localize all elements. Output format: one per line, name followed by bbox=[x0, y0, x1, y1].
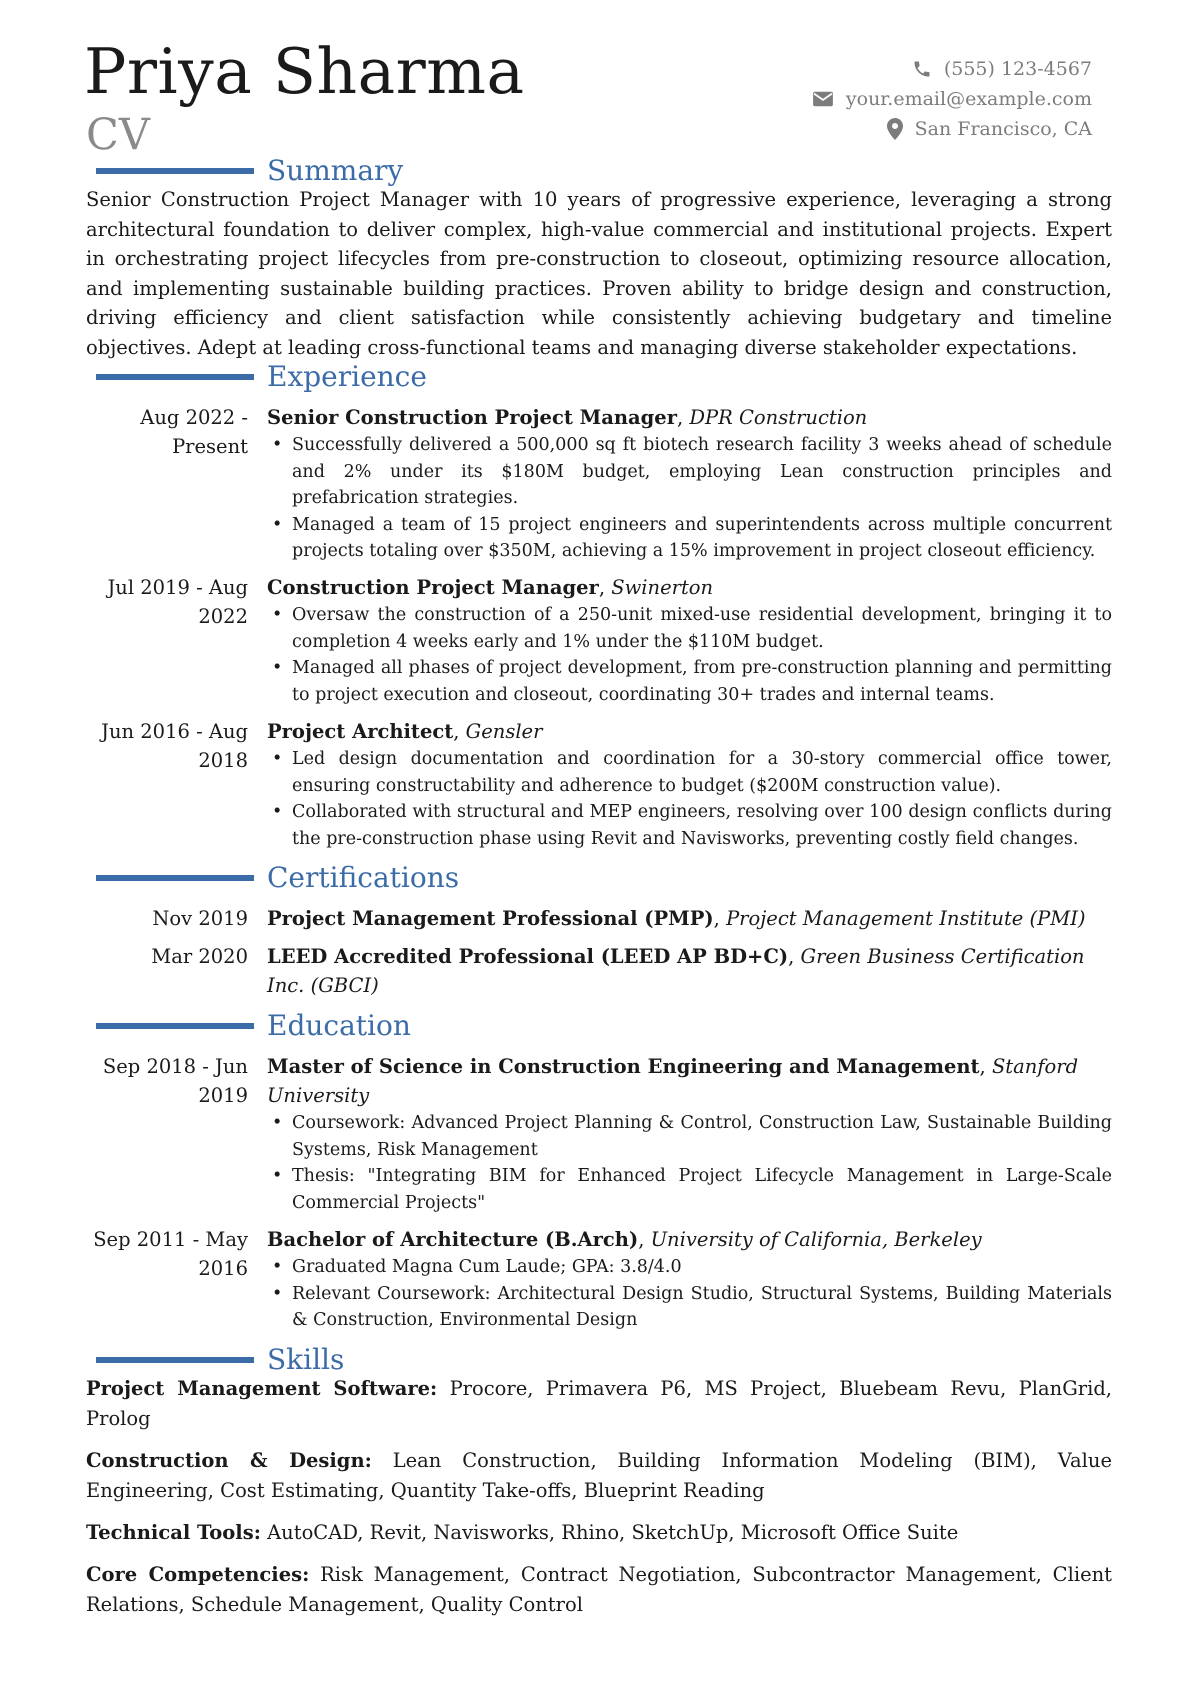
list-item: • Successfully delivered a 500,000 sq ft biotech research facility 3 weeks ahead of schedule and 2% under its $180M budget, employing Lean construction principles and prefabrication strategies. bbox=[267, 432, 1112, 512]
section-rule bbox=[96, 1357, 254, 1363]
contact-location bbox=[812, 114, 1092, 144]
contact-block bbox=[812, 54, 1092, 144]
skill-value: Procore, Primavera P6, MS Project, Bluebeam Revu, PlanGrid, Prolog bbox=[86, 1377, 1113, 1430]
list-item: • Thesis: "Integrating BIM for Enhanced Project Lifecycle Management in Large-Scale Commercial Projects" bbox=[267, 1163, 1112, 1216]
list-item: • Graduated Magna Cum Laude; GPA: 3.8/4.0 bbox=[267, 1254, 1112, 1281]
list-item: • Coursework: Advanced Project Planning & Control, Construction Law, Sustainable Building Systems, Risk Management bbox=[267, 1110, 1112, 1163]
entry-date: Nov 2019 bbox=[152, 907, 248, 930]
education-entry: Sep 2011 - May 2016 Bachelor of Architecture (B.Arch), University of California, Berkeley • Graduated Magna Cum Laude; GPA: 3.8/4.0 • Relevant Coursework: Architectural Design Studio, Structural Systems, Building Materials & Construction, Environmental Design bbox=[86, 1225, 1112, 1334]
section-title-summary: Summary bbox=[267, 154, 404, 187]
skill-line bbox=[86, 1446, 1112, 1505]
location-text: San Francisco, CA bbox=[914, 118, 1092, 140]
list-item: • Led design documentation and coordination for a 30-story commercial office tower, ensuring constructability and adherence to budget ($200M construction value). bbox=[267, 746, 1112, 799]
entry-title: Project Management Professional (PMP) bbox=[267, 907, 714, 930]
section-title-experience: Experience bbox=[267, 360, 427, 393]
phone-icon bbox=[912, 59, 932, 79]
skill-label: Project Management Software: bbox=[86, 1377, 438, 1400]
entry-date: Sep 2018 - Jun 2019 bbox=[102, 1055, 248, 1107]
summary-text: Senior Construction Project Manager with 10 years of progressive experience, leveraging a strong architectural foundation to deliver complex, high-value commercial and institutional projects. Expert in orchestrating project lifecycles from pre-construction to closeout, optimizing resource allocation, and implementing sustainable building practices. Proven ability to bridge design and construction, driving efficiency and client satisfaction while consistently achieving budgetary and timeline objectives. Adept at leading cross-functional teams and managing diverse stakeholder expectations. bbox=[86, 188, 1112, 359]
entry-date: Aug 2022 - Present bbox=[140, 406, 248, 458]
entry-title: Bachelor of Architecture (B.Arch) bbox=[267, 1228, 639, 1251]
skill-value: Risk Management, Contract Negotiation, Subcontractor Management, Client Relations, Schedule Management, Quality Control bbox=[86, 1563, 1113, 1616]
entry-organization: Project Management Institute (PMI) bbox=[726, 907, 1086, 930]
skill-label: Technical Tools: bbox=[86, 1521, 261, 1544]
section-title-certifications: Certifications bbox=[267, 861, 460, 894]
skill-label: Core Competencies: bbox=[86, 1563, 310, 1586]
entry-date: Jul 2019 - Aug 2022 bbox=[107, 576, 248, 628]
entry-title: Project Architect bbox=[267, 720, 454, 743]
experience-entry: Aug 2022 - Present Senior Construction Project Manager, DPR Construction • Successfully delivered a 500,000 sq ft biotech research facility 3 weeks ahead of schedule and 2% under its $180M budget, employing Lean construction principles and prefabrication strategies. • Managed a team of 15 project engineers and superintendents across multiple concurrent projects totaling over $350M, achieving a 15% improvement in project closeout efficiency. bbox=[86, 403, 1112, 565]
list-item: • Managed all phases of project development, from pre-construction planning and permitting to project execution and closeout, coordinating 30+ trades and internal teams. bbox=[267, 655, 1112, 708]
entry-date: Sep 2011 - May 2016 bbox=[93, 1228, 248, 1280]
skill-line bbox=[86, 1374, 1112, 1433]
contact-email bbox=[812, 84, 1092, 114]
list-item: • Oversaw the construction of a 250-unit mixed-use residential development, bringing it to completion 4 weeks early and 1% under the $110M budget. bbox=[267, 602, 1112, 655]
certification-entry: Mar 2020 LEED Accredited Professional (LEED AP BD+C), Green Business Certification Inc. (GBCI) bbox=[86, 942, 1112, 1000]
list-item: • Collaborated with structural and MEP engineers, resolving over 100 design conflicts during the pre-construction phase using Revit and Navisworks, preventing costly field changes. bbox=[267, 799, 1112, 852]
map-marker-icon bbox=[887, 118, 903, 140]
skill-label: Construction & Design: bbox=[86, 1449, 372, 1472]
section-rule bbox=[96, 1023, 254, 1029]
education-entry: Sep 2018 - Jun 2019 Master of Science in Construction Engineering and Management, Stanford University • Coursework: Advanced Project Planning & Control, Construction Law, Sustainable Building Systems, Risk Management • Thesis: "Integrating BIM for Enhanced Project Lifecycle Management in Large-Scale Commercial Projects" bbox=[86, 1052, 1112, 1216]
section-rule bbox=[96, 168, 254, 174]
entry-title: Senior Construction Project Manager bbox=[267, 406, 677, 429]
entry-organization: University of California, Berkeley bbox=[650, 1228, 982, 1251]
email-address[interactable]: your.email@example.com bbox=[845, 88, 1092, 110]
entry-organization: Swinerton bbox=[611, 576, 714, 599]
skill-line bbox=[86, 1518, 1112, 1548]
skill-value: AutoCAD, Revit, Navisworks, Rhino, SketchUp, Microsoft Office Suite bbox=[267, 1521, 959, 1544]
skill-value: Lean Construction, Building Information Modeling (BIM), Value Engineering, Cost Estimating, Quantity Take-offs, Blueprint Reading bbox=[86, 1449, 1112, 1502]
section-rule bbox=[96, 875, 254, 881]
document-subtitle: CV bbox=[86, 110, 150, 160]
entry-title: Master of Science in Construction Engineering and Management bbox=[267, 1055, 980, 1078]
certification-entry: Nov 2019 Project Management Professional (PMP), Project Management Institute (PMI) bbox=[86, 904, 1112, 933]
contact-phone bbox=[812, 54, 1092, 84]
entry-organization: Gensler bbox=[465, 720, 543, 743]
list-item: • Relevant Coursework: Architectural Design Studio, Structural Systems, Building Materials & Construction, Environmental Design bbox=[267, 1281, 1112, 1334]
section-title-skills: Skills bbox=[267, 1343, 345, 1376]
list-item: • Managed a team of 15 project engineers and superintendents across multiple concurrent projects totaling over $350M, achieving a 15% improvement in project closeout efficiency. bbox=[267, 512, 1112, 565]
section-rule bbox=[96, 374, 254, 380]
skill-line bbox=[86, 1560, 1112, 1619]
phone-number[interactable]: (555) 123-4567 bbox=[943, 58, 1092, 80]
entry-organization: Stanford University bbox=[267, 1055, 1079, 1107]
envelope-icon bbox=[812, 90, 834, 108]
entry-title: Construction Project Manager bbox=[267, 576, 599, 599]
entry-organization: Green Business Certification Inc. (GBCI) bbox=[267, 945, 1085, 997]
entry-title: LEED Accredited Professional (LEED AP BD+C) bbox=[267, 945, 789, 968]
experience-entry: Jun 2016 - Aug 2018 Project Architect, Gensler • Led design documentation and coordination for a 30-story commercial office tower, ensuring constructability and adherence to budget ($200M construction value). • Collaborated with structural and MEP engineers, resolving over 100 design conflicts during the pre-construction phase using Revit and Navisworks, preventing costly field changes. bbox=[86, 717, 1112, 852]
section-title-education: Education bbox=[267, 1009, 411, 1042]
entry-organization: DPR Construction bbox=[689, 406, 868, 429]
entry-date: Jun 2016 - Aug 2018 bbox=[101, 720, 248, 772]
entry-date: Mar 2020 bbox=[151, 945, 248, 968]
experience-entry: Jul 2019 - Aug 2022 Construction Project Manager, Swinerton • Oversaw the construction of a 250-unit mixed-use residential development, bringing it to completion 4 weeks early and 1% under the $110M budget. • Managed all phases of project development, from pre-construction planning and permitting to project execution and closeout, coordinating 30+ trades and internal teams. bbox=[86, 573, 1112, 708]
candidate-name: Priya Sharma bbox=[84, 35, 525, 108]
